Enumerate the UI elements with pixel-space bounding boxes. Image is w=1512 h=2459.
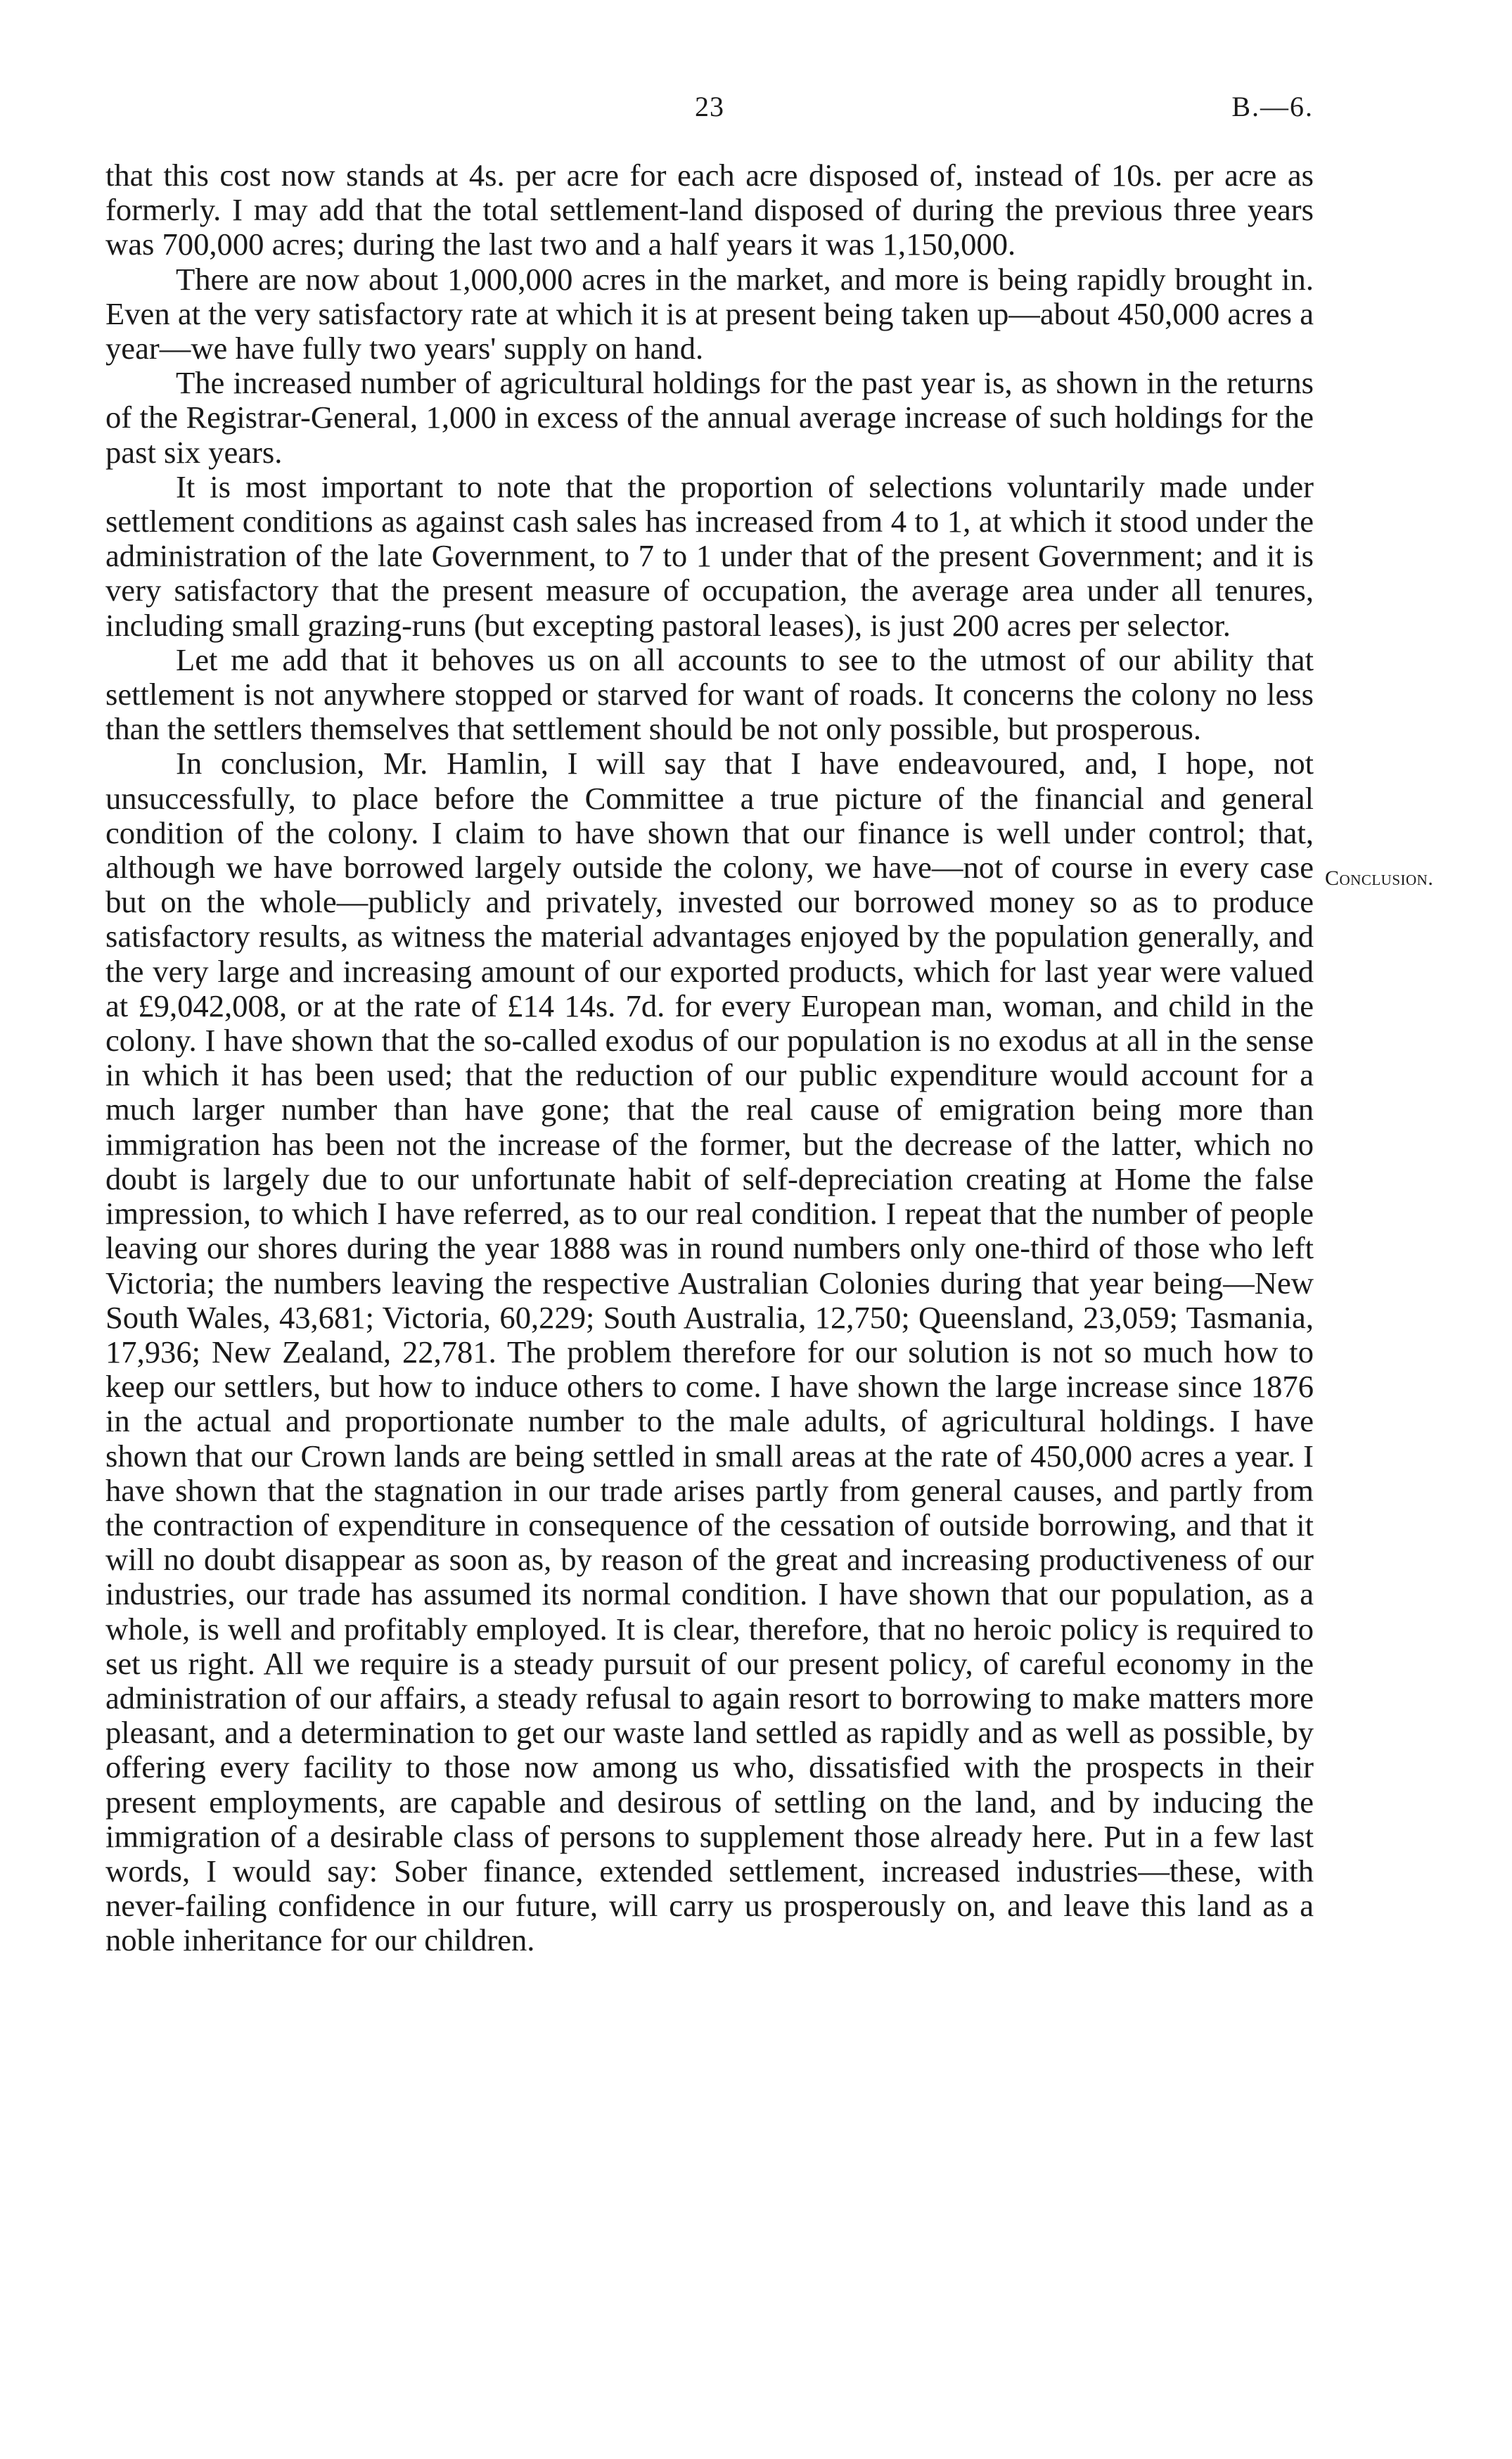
paragraph-continuation: that this cost now stands at 4s. per acre for each acre disposed of, instead of 10s. per acre as formerly. I may add that the total settlement-land disposed of during the previous three years was 700,000 acres; during the last two and a half years it was 1,150,000.: [105, 158, 1314, 262]
margin-note-conclusion: Conclusion.: [1325, 867, 1434, 890]
body-text: [105, 158, 1314, 1958]
paragraph-roads: Let me add that it behoves us on all accounts to see to the utmost of our ability that settlement is not anywhere stopped or starved for want of roads. It concerns the colony no less than the settlers themselves that settlement should be not only possible, but prosperous.: [105, 641, 1314, 747]
page-number: 23: [695, 91, 724, 122]
paragraph-conclusion: In conclusion, Mr. Hamlin, I will say that I have endeavoured, and, I hope, not unsuccessfully, to place before the Committee a true picture of the financial and general condition of the colony. I claim to have shown that our finance is well under control; that, although we have borrowed largely outside the colony, we have—not of course in every case but on the whole—publicly and privately, invested our borrowed money so as to produce satisfactory results, as witness the material advantages enjoyed by the population generally, and the very large and increasing amount of our exported products, which for last year were valued at £9,042,008, or at the rate of £14 14s. 7d. for every European man, woman, and child in the colony. I have shown that the so-called exodus of our population is no exodus at all in the sense in which it has been used; that the reduction of our public expenditure would account for a much larger number than have gone; that the real cause of emigration being more than immigration has been not the increase of the former, but the decrease of the latter, which no doubt is largely due to our unfortunate habit of self-depreciation creating at Home the false impression, to which I have referred, as to our real condition. I repeat that the number of people leaving our shores during the year 1888 was in round numbers only one-third of those who left Victoria; the numbers leaving the respective Australian Colonies during that year being—New South Wales, 43,681; Victoria, 60,229; South Australia, 12,750; Queensland, 23,059; Tasmania, 17,936; New Zealand, 22,781. The problem therefore for our solution is not so much how to keep our settlers, but how to induce others to come. I have shown the large increase since 1876 in the actual and proportionate number to the male adults, of agricultural holdings. I have shown that our Crown lands are being settled in small areas at the rate of 450,000 acres a year. I have shown that the stagnation in our trade arises partly from general causes, and partly from the contraction of expenditure in consequence of the cessation of outside borrowing, and that it will no doubt disappear as soon as, by reason of the great and increasing productiveness of our industries, our trade has assumed its normal condition. I have shown that our population, as a whole, is well and profitably employed. It is clear, therefore, that no heroic policy is required to set us right. All we require is a steady pursuit of our present policy, of careful economy in the administration of our affairs, a steady refusal to again resort to borrowing to make matters more pleasant, and a determination to get our waste land settled as rapidly and as well as possible, by offering every facility to those now among us who, dissatisfied with the prospects in their present employments, are capable and desirous of settling on the land, and by inducing the immigration of a desirable class of persons to supplement those already here. Put in a few last words, I would say: Sober finance, extended settlement, increased industries—these, with never-failing confidence in our future, will carry us prosperously on, and leave this land as a noble inheritance for our children.: [105, 746, 1314, 1958]
paragraph-acres-in-market: There are now about 1,000,000 acres in the market, and more is being rapidly brought in. Even at the very satisfactory rate at which it is at present being taken up—about 450,000 acres a year—we have fully two years' supply on hand.: [105, 261, 1314, 366]
paper-code: B.—6.: [1231, 91, 1314, 122]
paragraph-agricultural-holdings: The increased number of agricultural holdings for the past year is, as shown in the returns of the Registrar-General, 1,000 in excess of the annual average increase of such holdings for the past six years.: [105, 365, 1314, 470]
paragraph-selections-proportion: It is most important to note that the proportion of selections voluntarily made under settlement conditions as against cash sales has increased from 4 to 1, at which it stood under the administration of the late Government, to 7 to 1 under that of the present Government; and it is very satisfactory that the present measure of occupation, the average area under all tenures, including small grazing-runs (but excepting pastoral leases), is just 200 acres per selector.: [105, 468, 1314, 643]
page-header: [105, 90, 1314, 132]
